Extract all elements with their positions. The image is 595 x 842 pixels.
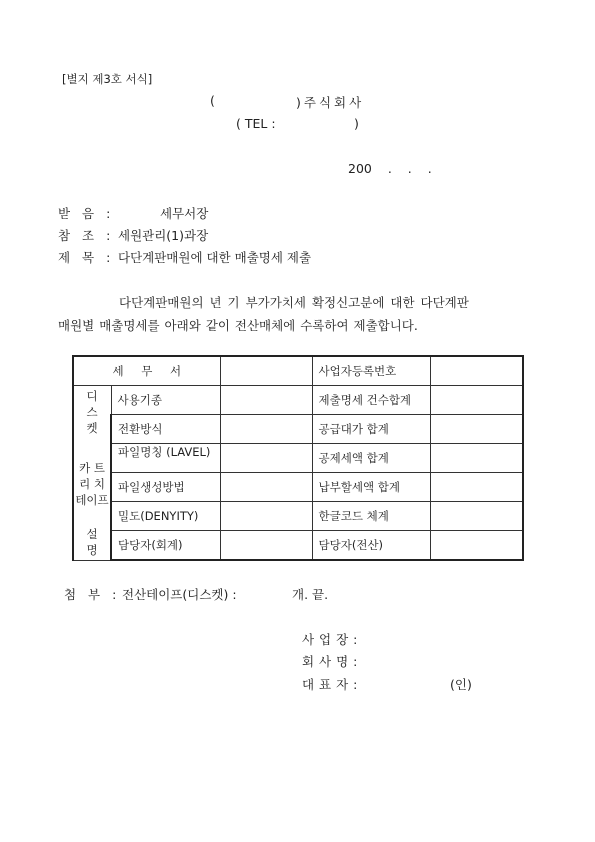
business-address-label: 사 업 장 : xyxy=(302,632,358,647)
media-type-label xyxy=(73,386,111,561)
file-name-label-text: 파일명칭 (LAVEL) xyxy=(118,445,211,459)
company-name-label: 회 사 명 : xyxy=(302,654,358,669)
tel-close-paren: ) xyxy=(354,116,359,131)
supply-total-label: 공급대가 합계 xyxy=(312,415,430,444)
side-label-line: 스 xyxy=(86,405,98,419)
subject-label: 제 목 : xyxy=(58,250,111,265)
form-number: [별지 제3호 서식] xyxy=(62,72,153,86)
seal-mark: (인) xyxy=(450,677,472,692)
density-label: 밀도(DENYITY) xyxy=(111,502,220,531)
file-name-value xyxy=(220,444,312,473)
table-row xyxy=(73,444,523,473)
business-number-label: 사업자등록번호 xyxy=(312,356,430,386)
company-open-paren: ( xyxy=(210,93,215,108)
file-name-label xyxy=(111,444,220,473)
table-row xyxy=(73,386,523,415)
table-row xyxy=(73,531,523,561)
it-contact-value xyxy=(430,531,523,561)
side-label-line: 디 xyxy=(86,389,98,403)
tel-label: ( TEL : xyxy=(236,116,276,131)
side-label-line: 명 xyxy=(86,543,98,557)
recipient-value: 세무서장 xyxy=(160,206,209,221)
business-number-value xyxy=(430,356,523,386)
document-date: 200 . . . xyxy=(348,161,432,176)
deduction-total-label: 공제세액 합계 xyxy=(312,444,430,473)
reference-value: 세원관리(1)과장 xyxy=(118,228,209,243)
attachment-label: 첨 부 : xyxy=(64,587,117,602)
machine-type-value xyxy=(220,386,312,415)
hangul-code-label: 한글코드 체계 xyxy=(312,502,430,531)
side-label-line: 테이프 xyxy=(75,493,109,507)
hangul-code-value xyxy=(430,502,523,531)
representative-label: 대 표 자 : xyxy=(302,677,358,692)
side-label-line: 카 트 xyxy=(79,461,105,475)
body-line-1: 다단계판매원의 년 기 부가가치세 확정신고분에 대한 다단계판 xyxy=(119,295,469,310)
total-count-value xyxy=(430,386,523,415)
attachment-count: 개. 끝. xyxy=(292,587,329,602)
recipient-label: 받 음 : xyxy=(58,206,111,221)
total-count-label: 제출명세 건수합계 xyxy=(312,386,430,415)
it-contact-label: 담당자(전산) xyxy=(312,531,430,561)
attachment-value: 전산테이프(디스켓) : xyxy=(122,587,237,602)
table-header-row xyxy=(73,356,523,386)
side-label-line: 리 치 xyxy=(79,477,105,491)
deduction-total-value xyxy=(430,444,523,473)
tax-payable-value xyxy=(430,473,523,502)
media-info-table xyxy=(72,355,524,561)
density-value xyxy=(220,502,312,531)
reference-label: 참 조 : xyxy=(58,228,111,243)
conversion-method-label: 전환방식 xyxy=(111,415,220,444)
machine-type-label: 사용기종 xyxy=(111,386,220,415)
file-creation-value xyxy=(220,473,312,502)
file-creation-label: 파일생성방법 xyxy=(111,473,220,502)
tax-office-value xyxy=(220,356,312,386)
company-suffix: )주식회사 xyxy=(296,95,365,110)
accounting-contact-value xyxy=(220,531,312,561)
conversion-method-value xyxy=(220,415,312,444)
supply-total-value xyxy=(430,415,523,444)
table-row xyxy=(73,415,523,444)
side-label-line: 켓 xyxy=(86,421,98,435)
tax-payable-label: 납부할세액 합계 xyxy=(312,473,430,502)
tax-office-label: 세 무 서 xyxy=(73,356,220,386)
side-label-line: 설 xyxy=(86,527,98,541)
accounting-contact-label: 담당자(회계) xyxy=(111,531,220,561)
body-line-2: 매원별 매출명세를 아래와 같이 전산매체에 수록하여 제출합니다. xyxy=(58,318,418,333)
subject-value: 다단계판매원에 대한 매출명세 제출 xyxy=(118,250,312,265)
table-row xyxy=(73,473,523,502)
table-row xyxy=(73,502,523,531)
